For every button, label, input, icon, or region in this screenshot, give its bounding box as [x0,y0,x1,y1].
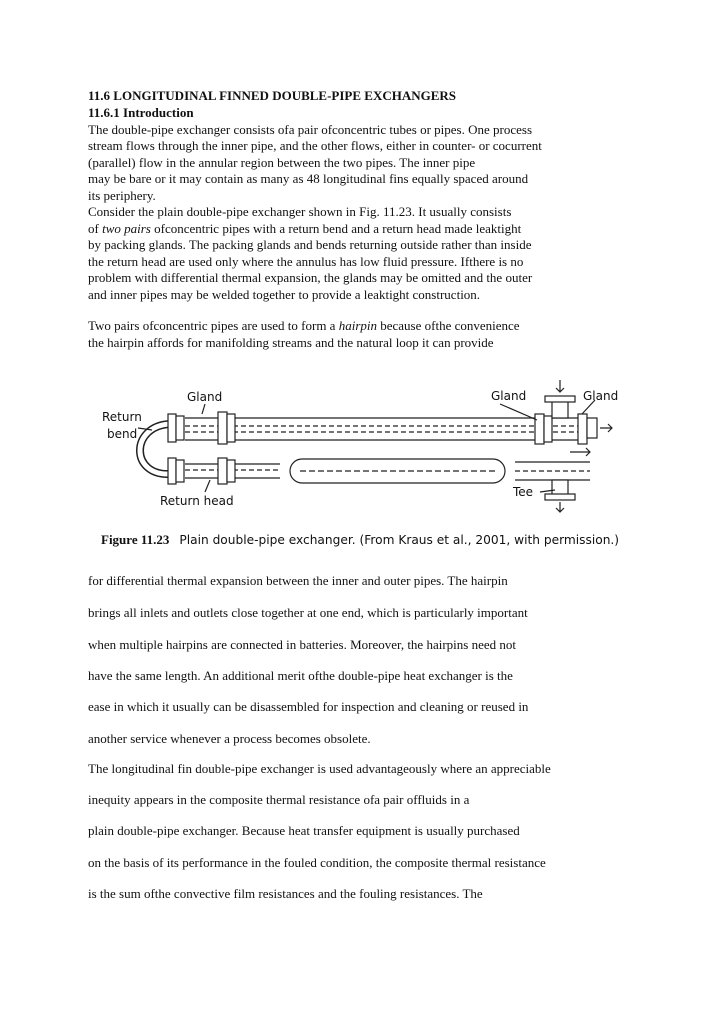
caption-label: Figure 11.23 [101,532,170,547]
mid-gland-lower [218,458,227,484]
label-return: Return [102,410,142,424]
label-gland-mid: Gland [491,389,527,403]
mid-gland-upper [218,412,227,444]
paragraph-line: (parallel) flow in the annular region between the two pipes. The inner pipe [88,155,476,170]
label-gland-right: Gland [583,389,619,403]
upper-inner-pipe [185,426,585,432]
paragraph-line: by packing glands. The packing glands and bends returning outside rather than inside [88,237,532,252]
paragraph-line: the hairpin affords for manifolding streams and the natural loop it can provide [88,335,494,350]
top-nozzle [552,400,568,418]
paragraph-line: ease in which it usually can be disassembled for inspection and cleaning or reused in [88,699,529,714]
label-return-head: Return head [160,494,234,508]
paragraph-line: when multiple hairpins are connected in batteries. Moreover, the hairpins need not [88,637,516,652]
emphasis-text: two pairs [102,221,151,236]
paragraph-line: plain double-pipe exchanger. Because heat transfer equipment is usually purchased [88,823,520,838]
paragraph-line: stream flows through the inner pipe, and the other flows, either in counter- or cocurrent [88,138,542,153]
left-gland-upper [168,414,176,442]
paragraph-line: the return head are used only where the annulus has low fluid pressure. Ifthere is no [88,254,524,269]
caption-text: Plain double-pipe exchanger. (From Kraus et al., 2001, with permission.) [179,533,620,547]
paragraph-line [88,221,521,237]
label-bend: bend [107,427,138,441]
subsection-title: 11.6.1 Introduction [88,105,194,120]
paragraph-line: may be bare or it may contain as many as 48 longitudinal fins equally spaced around [88,171,529,186]
paragraph-line: problem with differential thermal expansion, the glands may be omitted and the outer [88,270,533,285]
paragraph-line: have the same length. An additional merit ofthe double-pipe heat exchanger is the [88,668,513,683]
label-gland-left: Gland [187,390,223,404]
text-run: because ofthe convenience [377,318,520,333]
left-gland-lower [168,458,176,484]
text-run: of [88,221,103,236]
label-tee: Tee [513,485,534,499]
figure-caption [101,532,619,548]
upper-outer-pipe [185,418,585,440]
text-run: ofconcentric pipes with a return bend and a return head made leaktight [150,221,522,236]
paragraph-line: The longitudinal fin double-pipe exchanger is used advantageously where an appreciable [88,761,551,776]
paragraph-line: and inner pipes may be welded together to provide a leaktight construction. [88,287,481,302]
gland-left-leader [202,404,205,414]
paragraph-line [88,318,520,334]
double-pipe-exchanger-figure [90,374,630,514]
paragraph-line: Consider the plain double-pipe exchanger shown in Fig. 11.23. It usually consists [88,204,512,219]
paragraph-line: inequity appears in the composite thermal resistance ofa pair offluids in a [88,792,470,807]
paragraph-line: brings all inlets and outlets close together at one end, which is particularly important [88,605,528,620]
emphasis-text: hairpin [338,318,377,333]
section-title: 11.6 LONGITUDINAL FINNED DOUBLE-PIPE EXCHANGERS [88,88,457,103]
paragraph-line: for differential thermal expansion between the inner and outer pipes. The hairpin [88,573,508,588]
text-run: Two pairs ofconcentric pipes are used to form a [88,318,339,333]
paragraph-line: The double-pipe exchanger consists ofa pair ofconcentric tubes or pipes. One process [88,122,533,137]
right-gland-upper [535,414,544,444]
paragraph-line: another service whenever a process becomes obsolete. [88,731,371,746]
paragraph-line: is the sum ofthe convective film resistances and the fouling resistances. The [88,886,483,901]
paragraph-line: its periphery. [88,188,156,203]
paragraph-line: on the basis of its performance in the fouled condition, the composite thermal resistance [88,855,546,870]
